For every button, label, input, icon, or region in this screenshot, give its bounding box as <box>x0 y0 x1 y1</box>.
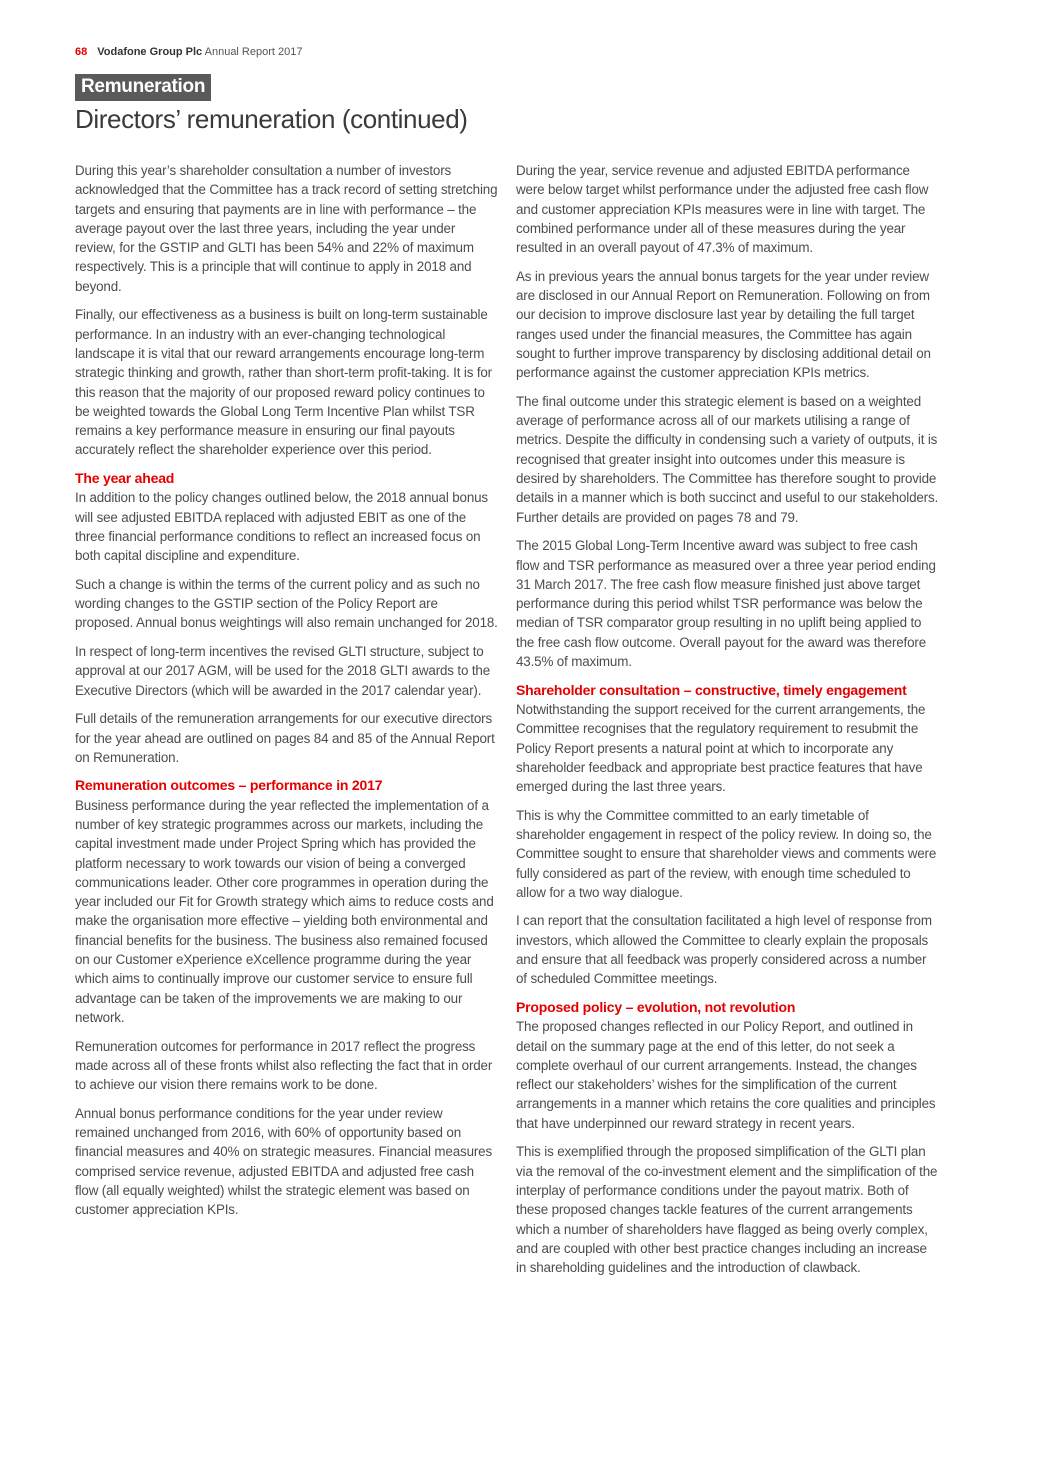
paragraph: This is why the Committee committed to an early timetable of shareholder engagement in respect of the policy review. In doing so, the Committee sought to ensure that shareholder views and comments were fully considered as part of the review, with enough time scheduled to allow for a two way dialogue. <box>516 807 937 900</box>
paragraph: Full details of the remuneration arrangements for our executive directors for the year ahead are outlined on pages 84 and 85 of the Annual Report on Remuneration. <box>75 711 495 765</box>
section-heading: Proposed policy – evolution, not revolution <box>516 998 796 1015</box>
left-column <box>75 161 499 1229</box>
paragraph: Notwithstanding the support received for the current arrangements, the Committee recognises that the regulatory requirement to resubmit the Policy Report presents a natural point at which to incorporate any shareholder feedback and appropriate best practice features that have emerged during the last three years. <box>516 701 926 795</box>
section-heading: Remuneration outcomes – performance in 2017 <box>75 777 383 794</box>
paragraph: As in previous years the annual bonus targets for the year under review are disclosed in our Annual Report on Remuneration. Following on from our decision to improve disclosure last year by detailing the full target ranges used under the financial measures, the Committee has again sought to further improve transparency by disclosing additional detail on performance against the customer appreciation KPIs metrics. <box>516 268 931 381</box>
paragraph: The 2015 Global Long-Term Incentive award was subject to free cash flow and TSR performance as measured over a three year period ending 31 March 2017. The free cash flow measure finished just above target performance during this period whilst TSR performance was below the median of TSR comparator group resulting in no uplift being applied to the free cash flow outcome. Overall payout for the award was therefore 43.5% of maximum. <box>516 538 936 670</box>
section-heading: Shareholder consultation – constructive, timely engagement <box>516 681 907 698</box>
paragraph: In addition to the policy changes outlined below, the 2018 annual bonus will see adjusted EBITDA replaced with adjusted EBIT as one of the three financial performance conditions to reflect an increased focus on both capital discipline and expenditure. <box>75 490 488 564</box>
paragraph: Finally, our effectiveness as a business is built on long-term sustainable performance. In an industry with an ever-changing technological landscape it is vital that our reward arrangements encourage long-term strategic thinking and growth, rather than short-term profit-taking. It is for this reason that the majority of our proposed reward policy continues to be weighted towards the Global Long Term Incentive Plan whilst TSR remains a key performance measure in ensuring our final payouts accurately reflect the shareholder experience over this period. <box>75 307 492 458</box>
publication-name: Annual Report 2017 <box>204 46 303 58</box>
paragraph: I can report that the consultation facilitated a high level of response from investors, which allowed the Committee to clearly explain the proposals and ensure that all feedback was properly considered across a number of scheduled Committee meetings. <box>516 913 932 987</box>
paragraph: Remuneration outcomes for performance in 2017 reflect the progress made across all of these fronts whilst also reflecting the fact that in order to achieve our vision there remains work to be done. <box>75 1038 493 1093</box>
section-heading: The year ahead <box>75 470 175 487</box>
paragraph: In respect of long-term incentives the revised GLTI structure, subject to approval at our 2017 AGM, will be used for the 2018 GLTI awards to the Executive Directors (which will be awarded in the 2017 calendar year). <box>75 644 491 698</box>
company-name: Vodafone Group Plc <box>97 46 203 58</box>
page-title: Directors’ remuneration (continued) <box>75 104 468 134</box>
paragraph: This is exemplified through the proposed simplification of the GLTI plan via the removal of the co-investment element and the simplification of the interplay of performance conditions under the payout matrix. Both of these proposed changes tackle features of the current arrangements which a number of shareholders have flagged as being overly complex, and are coupled with other best practice changes including an increase in shareholding guidelines and the introduction of clawback. <box>516 1144 938 1276</box>
page-number: 68 <box>75 46 88 58</box>
right-column <box>516 161 940 1287</box>
paragraph: During the year, service revenue and adjusted EBITDA performance were below target whilst performance under the adjusted free cash flow and customer appreciation KPIs measures were in line with target. The combined performance under all of these measures during the year resulted in an overall payout of 47.3% of maximum. <box>516 163 929 256</box>
paragraph: Annual bonus performance conditions for the year under review remained unchanged from 2016, with 60% of opportunity based on financial measures and 40% on strategic measures. Financial measures comprised service revenue, adjusted EBITDA and adjusted free cash flow (all equally weighted) whilst the strategic element was based on customer appreciation KPIs. <box>75 1105 493 1218</box>
paragraph: During this year’s shareholder consultation a number of investors acknowledged that the Committee has a track record of setting stretching targets and ensuring that payments are in line with performance – the average payout over the last three years, including the year under review, for the GSTIP and GLTI has been 54% and 22% of maximum respectively. This is a principle that will continue to apply in 2018 and beyond. <box>75 163 498 294</box>
paragraph: The final outcome under this strategic element is based on a weighted average of performance across all of our markets utilising a range of metrics. Despite the difficulty in condensing such a variety of outputs, it is recognised that greater insight into outcomes under this measure is desired by shareholders. The Committee has therefore sought to provide details in a manner which is both succinct and useful to our stakeholders. Further details are provided on pages 78 and 79. <box>516 393 939 525</box>
running-header <box>75 46 302 58</box>
paragraph: Such a change is within the terms of the current policy and as such no wording changes to the GSTIP section of the Policy Report are proposed. Annual bonus weightings will also remain unchanged for 2018. <box>75 576 498 631</box>
paragraph: Business performance during the year reflected the implementation of a number of key strategic programmes across our markets, including the capital investment made under Project Spring which has provided the platform necessary to work towards our vision of being a converged communications leader. Other core programmes in operation during the year included our Fit for Growth strategy which aims to reduce costs and make the organisation more effective – yielding both environmental and financial benefits for the business. The business also remained focused on our Customer eXperience eXcellence programme during the year which aims to continually improve our customer service to ensure full advantage can be taken of the improvements we are making to our network. <box>75 797 494 1025</box>
section-tab: Remuneration <box>75 74 211 101</box>
paragraph: The proposed changes reflected in our Policy Report, and outlined in detail on the summary page at the end of this letter, do not seek a complete overhaul of our current arrangements. Instead, the changes reflect our stakeholders’ wishes for the simplification of the current arrangements in a manner which retains the core qualities and principles that have underpinned our reward strategy in recent years. <box>516 1019 936 1131</box>
